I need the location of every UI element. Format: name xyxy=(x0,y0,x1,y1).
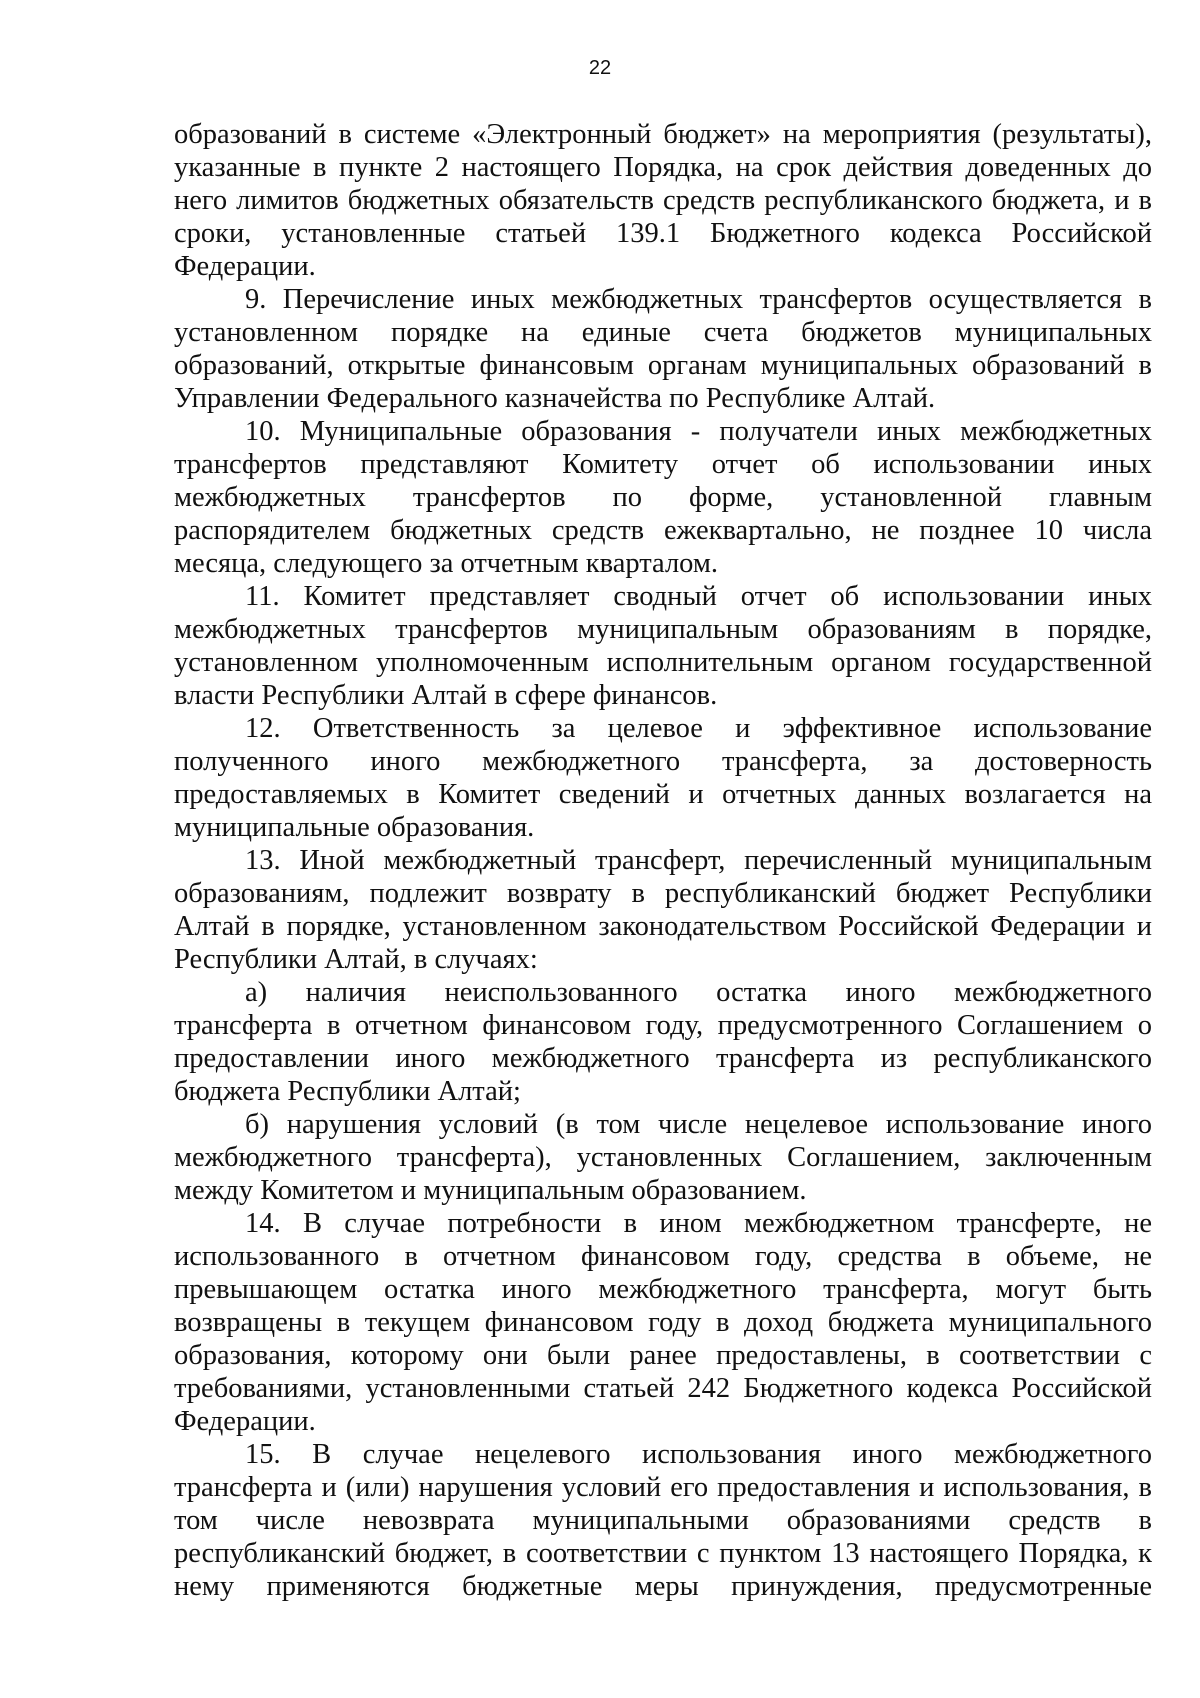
text-line: установленном уполномоченным исполнительным органом государственной xyxy=(174,647,1152,678)
text-line: 13. Иной межбюджетный трансферт, перечисленный муниципальным xyxy=(245,845,1152,876)
text-line: нему применяются бюджетные меры принуждения, предусмотренные xyxy=(174,1571,1152,1602)
text-line: Алтай в порядке, установленном законодательством Российской Федерации и xyxy=(174,911,1152,942)
text-line: образований в системе «Электронный бюджет» на мероприятия (результаты), xyxy=(174,119,1152,150)
text-line: 15. В случае нецелевого использования иного межбюджетного xyxy=(245,1439,1152,1470)
text-line: возвращены в текущем финансовом году в доход бюджета муниципального xyxy=(174,1307,1152,1338)
text-line: а) наличия неиспользованного остатка иного межбюджетного xyxy=(245,977,1152,1008)
text-line: 14. В случае потребности в ином межбюджетном трансферте, не xyxy=(245,1208,1152,1239)
text-line: Управлении Федерального казначейства по Республике Алтай. xyxy=(174,383,936,414)
text-line: трансферта и (или) нарушения условий его предоставления и использования, в xyxy=(174,1472,1152,1503)
text-line: предоставляемых в Комитет сведений и отчетных данных возлагается на xyxy=(174,779,1152,810)
text-line: образований, открытые финансовым органам муниципальных образований в xyxy=(174,350,1152,381)
text-line: Федерации. xyxy=(174,1406,316,1437)
text-line: предоставлении иного межбюджетного трансферта из республиканского xyxy=(174,1043,1152,1074)
page-number: 22 xyxy=(588,57,612,79)
text-line: между Комитетом и муниципальным образованием. xyxy=(174,1175,807,1206)
text-line: межбюджетных трансфертов по форме, установленной главным xyxy=(174,482,1152,513)
text-line: 10. Муниципальные образования - получатели иных межбюджетных xyxy=(245,416,1152,447)
text-line: превышающем остатка иного межбюджетного трансферта, могут быть xyxy=(174,1274,1152,1305)
text-line: использованного в отчетном финансовом году, средства в объеме, не xyxy=(174,1241,1152,1272)
text-line: образования, которому они были ранее предоставлены, в соответствии с xyxy=(174,1340,1152,1371)
text-line: сроки, установленные статьей 139.1 Бюджетного кодекса Российской xyxy=(174,218,1152,249)
text-line: Федерации. xyxy=(174,251,316,282)
text-line: требованиями, установленными статьей 242 Бюджетного кодекса Российской xyxy=(174,1373,1152,1404)
text-line: муниципальные образования. xyxy=(174,812,535,843)
text-line: том числе невозврата муниципальными образованиями средств в xyxy=(174,1505,1152,1536)
text-line: бюджета Республики Алтай; xyxy=(174,1076,521,1107)
text-line: полученного иного межбюджетного трансферта, за достоверность xyxy=(174,746,1152,777)
text-line: власти Республики Алтай в сфере финансов. xyxy=(174,680,718,711)
text-line: 11. Комитет представляет сводный отчет об использовании иных xyxy=(245,581,1152,612)
text-line: б) нарушения условий (в том числе нецелевое использование иного xyxy=(245,1109,1152,1140)
text-line: установленном порядке на единые счета бюджетов муниципальных xyxy=(174,317,1152,348)
text-line: республиканский бюджет, в соответствии с пунктом 13 настоящего Порядка, к xyxy=(174,1538,1152,1569)
text-line: 9. Перечисление иных межбюджетных трансфертов осуществляется в xyxy=(245,284,1152,315)
text-line: межбюджетных трансфертов муниципальным образованиям в порядке, xyxy=(174,614,1152,645)
text-line: указанные в пункте 2 настоящего Порядка, на срок действия доведенных до xyxy=(174,152,1152,183)
text-line: трансферта в отчетном финансовом году, предусмотренного Соглашением о xyxy=(174,1010,1152,1041)
text-line: межбюджетного трансферта), установленных Соглашением, заключенным xyxy=(174,1142,1152,1173)
text-line: 12. Ответственность за целевое и эффективное использование xyxy=(245,713,1152,744)
text-line: образованиям, подлежит возврату в республиканский бюджет Республики xyxy=(174,878,1152,909)
text-line: распорядителем бюджетных средств ежеквартально, не позднее 10 числа xyxy=(174,515,1152,546)
document-body xyxy=(174,118,1152,1603)
text-line: месяца, следующего за отчетным кварталом. xyxy=(174,548,719,579)
text-line: трансфертов представляют Комитету отчет об использовании иных xyxy=(174,449,1152,480)
text-line: него лимитов бюджетных обязательств средств республиканского бюджета, и в xyxy=(174,185,1152,216)
text-line: Республики Алтай, в случаях: xyxy=(174,944,538,975)
